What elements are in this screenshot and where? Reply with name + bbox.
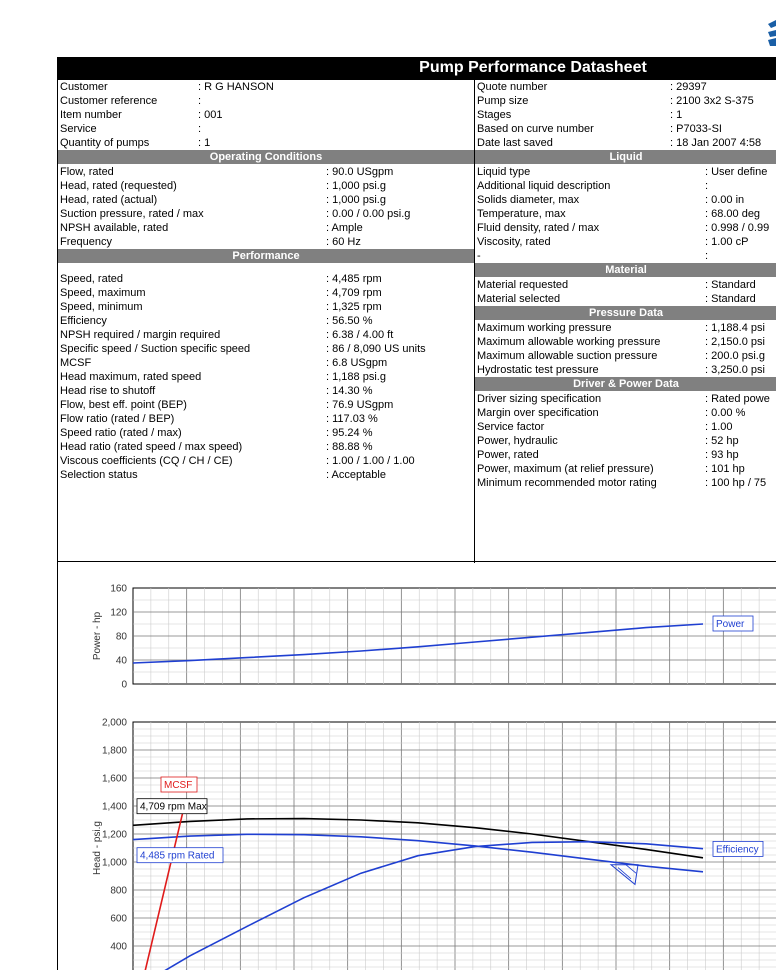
head-y-tick: 400 bbox=[110, 941, 127, 953]
performance-row bbox=[58, 398, 474, 412]
operating-condition-row bbox=[58, 179, 474, 193]
driver-power-value: : 0.00 % bbox=[705, 407, 746, 419]
performance-row bbox=[58, 370, 474, 384]
performance-value: : 56.50 % bbox=[326, 315, 373, 327]
liquid-label: Additional liquid description bbox=[477, 180, 611, 192]
liquid-label: Fluid density, rated / max bbox=[477, 222, 600, 234]
performance-value: : Acceptable bbox=[326, 469, 386, 481]
performance-label: Efficiency bbox=[60, 315, 107, 327]
chart-canvas bbox=[58, 562, 776, 970]
performance-label: Flow ratio (rated / BEP) bbox=[60, 413, 175, 425]
driver-power-row bbox=[475, 420, 776, 434]
quote-info-label: Quote number bbox=[477, 81, 548, 93]
operating-condition-row bbox=[58, 235, 474, 249]
pressure-data-label: Maximum allowable working pressure bbox=[477, 336, 661, 348]
performance-charts bbox=[58, 562, 776, 970]
performance-value: : 95.24 % bbox=[326, 427, 373, 439]
pressure-data-label: Hydrostatic test pressure bbox=[477, 364, 599, 376]
head-y-tick: 600 bbox=[110, 913, 127, 925]
performance-label: Head maximum, rated speed bbox=[60, 371, 202, 383]
performance-row bbox=[58, 342, 474, 356]
performance-row bbox=[58, 454, 474, 468]
driver-power-value: : 101 hp bbox=[705, 463, 745, 475]
customer-info-label: Customer bbox=[60, 81, 108, 93]
performance-label: Head rise to shutoff bbox=[60, 385, 156, 397]
customer-info-value: : bbox=[198, 123, 202, 135]
material-value: : Standard bbox=[705, 279, 756, 291]
liquid-header: Liquid bbox=[475, 150, 776, 164]
liquid-row bbox=[475, 179, 776, 193]
mcsf-label: MCSF bbox=[164, 780, 193, 791]
title-bar bbox=[58, 58, 776, 80]
customer-info-label: Item number bbox=[60, 109, 122, 121]
performance-value: : 86 / 8,090 US units bbox=[326, 343, 426, 355]
operating-condition-row bbox=[58, 165, 474, 179]
performance-row bbox=[58, 440, 474, 454]
pressure-data-label: Maximum working pressure bbox=[477, 322, 612, 334]
quote-info-value: : 18 Jan 2007 4:58 bbox=[670, 137, 762, 149]
performance-value: : 14.30 % bbox=[326, 385, 373, 397]
customer-info-value: : 001 bbox=[198, 109, 223, 121]
customer-info-row bbox=[58, 122, 474, 136]
operating-condition-value: : Ample bbox=[326, 222, 363, 234]
customer-info-value: : 1 bbox=[198, 137, 211, 149]
pressure-data-value: : 3,250.0 psi bbox=[705, 364, 765, 376]
operating-condition-value: : 1,000 psi.g bbox=[326, 180, 386, 192]
driver-power-row bbox=[475, 434, 776, 448]
liquid-value: : bbox=[705, 180, 709, 192]
pressure-data-value: : 2,150.0 psi bbox=[705, 336, 765, 348]
customer-info-label: Service bbox=[60, 123, 97, 135]
performance-value: : 6.38 / 4.00 ft bbox=[326, 329, 394, 341]
head-y-tick: 2,000 bbox=[101, 717, 127, 729]
head-y-tick: 1,000 bbox=[101, 857, 127, 869]
pressure-data-header: Pressure Data bbox=[475, 306, 776, 320]
performance-label: MCSF bbox=[60, 357, 92, 369]
pressure-data-row bbox=[475, 349, 776, 363]
liquid-value: : 1.00 cP bbox=[705, 236, 749, 248]
operating-condition-label: Flow, rated bbox=[60, 166, 114, 178]
liquid-row bbox=[475, 165, 776, 179]
customer-info-row bbox=[58, 108, 474, 122]
quote-info-row bbox=[475, 122, 776, 136]
quote-info-row bbox=[475, 108, 776, 122]
quote-info-row bbox=[475, 94, 776, 108]
driver-power-value: : 93 hp bbox=[705, 449, 739, 461]
performance-value: : 1.00 / 1.00 / 1.00 bbox=[326, 455, 415, 467]
liquid-label: - bbox=[477, 250, 481, 262]
power-y-tick: 80 bbox=[115, 631, 127, 643]
head-y-tick: 1,200 bbox=[101, 829, 127, 841]
operating-condition-label: Suction pressure, rated / max bbox=[60, 208, 204, 220]
liquid-value: : User define bbox=[705, 166, 768, 178]
operating-condition-label: Frequency bbox=[60, 236, 112, 248]
performance-value: : 1,325 rpm bbox=[326, 301, 382, 313]
performance-row bbox=[58, 426, 474, 440]
quote-info-label: Stages bbox=[477, 109, 512, 121]
performance-row bbox=[58, 286, 474, 300]
liquid-row bbox=[475, 249, 776, 263]
liquid-row bbox=[475, 235, 776, 249]
driver-power-row bbox=[475, 476, 776, 490]
driver-power-label: Driver sizing specification bbox=[477, 393, 602, 405]
pressure-data-row bbox=[475, 321, 776, 335]
performance-value: : 1,188 psi.g bbox=[326, 371, 386, 383]
liquid-label: Liquid type bbox=[477, 166, 531, 178]
head-y-tick: 800 bbox=[110, 885, 127, 897]
driver-power-label: Minimum recommended motor rating bbox=[477, 477, 657, 489]
operating-condition-row bbox=[58, 207, 474, 221]
customer-info-row bbox=[58, 94, 474, 108]
customer-info-row bbox=[58, 136, 474, 150]
head-y-tick: 1,400 bbox=[101, 801, 127, 813]
driver-power-label: Service factor bbox=[477, 421, 545, 433]
datasheet bbox=[57, 57, 776, 970]
driver-power-label: Power, hydraulic bbox=[477, 435, 558, 447]
performance-row bbox=[58, 412, 474, 426]
pressure-data-value: : 1,188.4 psi bbox=[705, 322, 765, 334]
operating-conditions-header: Operating Conditions bbox=[58, 150, 474, 164]
performance-label: Speed, minimum bbox=[60, 301, 143, 313]
customer-info-value: : bbox=[198, 95, 202, 107]
operating-condition-value: : 1,000 psi.g bbox=[326, 194, 386, 206]
performance-row bbox=[58, 468, 474, 482]
performance-label: Viscous coefficients (CQ / CH / CE) bbox=[60, 455, 233, 467]
performance-label: Flow, best eff. point (BEP) bbox=[60, 399, 187, 411]
material-value: : Standard bbox=[705, 293, 756, 305]
quote-info-value: : P7033-SI bbox=[670, 123, 722, 135]
head-axis-label: Head - psi.g bbox=[92, 821, 103, 875]
driver-power-value: : 52 hp bbox=[705, 435, 739, 447]
performance-label: Specific speed / Suction specific speed bbox=[60, 343, 251, 355]
driver-power-row bbox=[475, 462, 776, 476]
quote-info-label: Pump size bbox=[477, 95, 529, 107]
performance-value: : 88.88 % bbox=[326, 441, 373, 453]
liquid-row bbox=[475, 193, 776, 207]
pressure-data-row bbox=[475, 363, 776, 377]
liquid-label: Solids diameter, max bbox=[477, 194, 580, 206]
liquid-value: : 68.00 deg bbox=[705, 208, 761, 220]
customer-info-label: Customer reference bbox=[60, 95, 158, 107]
operating-condition-value: : 90.0 USgpm bbox=[326, 166, 394, 178]
rated-rpm-label: 4,485 rpm Rated bbox=[140, 850, 215, 862]
quote-info-label: Date last saved bbox=[477, 137, 553, 149]
liquid-value: : 0.998 / 0.99 bbox=[705, 222, 770, 234]
driver-power-header: Driver & Power Data bbox=[475, 377, 776, 391]
performance-value: : 4,485 rpm bbox=[326, 273, 382, 285]
performance-row bbox=[58, 328, 474, 342]
driver-power-row bbox=[475, 406, 776, 420]
efficiency-legend-label: Efficiency bbox=[716, 844, 759, 856]
driver-power-value: : 1.00 bbox=[705, 421, 733, 433]
max-rpm-label: 4,709 rpm Max bbox=[140, 801, 207, 813]
material-header: Material bbox=[475, 263, 776, 277]
liquid-label: Viscosity, rated bbox=[477, 236, 551, 248]
driver-power-value: : 100 hp / 75 bbox=[705, 477, 767, 489]
head-y-tick: 1,800 bbox=[101, 745, 127, 757]
power-y-tick: 40 bbox=[115, 655, 127, 667]
pressure-data-label: Maximum allowable suction pressure bbox=[477, 350, 658, 362]
driver-power-label: Power, maximum (at relief pressure) bbox=[477, 463, 654, 475]
operating-condition-label: Head, rated (requested) bbox=[60, 180, 177, 192]
operating-condition-value: : 0.00 / 0.00 psi.g bbox=[326, 208, 411, 220]
performance-label: Selection status bbox=[60, 469, 138, 481]
power-y-tick: 0 bbox=[121, 679, 127, 691]
head-y-tick: 1,600 bbox=[101, 773, 127, 785]
liquid-row bbox=[475, 221, 776, 235]
driver-power-row bbox=[475, 392, 776, 406]
performance-value: : 76.9 USgpm bbox=[326, 399, 394, 411]
page-title: Pump Performance Datasheet bbox=[419, 59, 647, 76]
performance-row bbox=[58, 272, 474, 286]
company-logo bbox=[768, 20, 776, 48]
liquid-value: : 0.00 in bbox=[705, 194, 745, 206]
operating-condition-label: NPSH available, rated bbox=[60, 222, 169, 234]
performance-label: Head ratio (rated speed / max speed) bbox=[60, 441, 243, 453]
performance-value: : 117.03 % bbox=[326, 413, 378, 425]
liquid-label: Temperature, max bbox=[477, 208, 566, 220]
performance-row bbox=[58, 384, 474, 398]
quote-info-row bbox=[475, 80, 776, 94]
power-y-tick: 120 bbox=[110, 607, 127, 619]
driver-power-label: Margin over specification bbox=[477, 407, 599, 419]
power-axis-label: Power - hp bbox=[92, 611, 103, 661]
performance-label: Speed, maximum bbox=[60, 287, 146, 299]
performance-row bbox=[58, 314, 474, 328]
material-label: Material selected bbox=[477, 293, 561, 305]
liquid-value: : bbox=[705, 250, 709, 262]
performance-row bbox=[58, 356, 474, 370]
pressure-data-row bbox=[475, 335, 776, 349]
customer-info-label: Quantity of pumps bbox=[60, 137, 150, 149]
operating-condition-row bbox=[58, 193, 474, 207]
pressure-data-value: : 200.0 psi.g bbox=[705, 350, 765, 362]
power-legend-label: Power bbox=[716, 619, 745, 630]
customer-info-value: : R G HANSON bbox=[198, 81, 274, 93]
performance-label: Speed, rated bbox=[60, 273, 123, 285]
operating-condition-value: : 60 Hz bbox=[326, 236, 361, 248]
performance-header: Performance bbox=[58, 249, 474, 263]
performance-value: : 4,709 rpm bbox=[326, 287, 382, 299]
performance-label: Speed ratio (rated / max) bbox=[60, 427, 182, 439]
material-row bbox=[475, 278, 776, 292]
quote-info-value: : 2100 3x2 S-375 bbox=[670, 95, 754, 107]
quote-info-value: : 1 bbox=[670, 109, 683, 121]
performance-label: NPSH required / margin required bbox=[60, 329, 221, 341]
operating-condition-row bbox=[58, 221, 474, 235]
quote-info-row bbox=[475, 136, 776, 150]
performance-row bbox=[58, 300, 474, 314]
driver-power-label: Power, rated bbox=[477, 449, 539, 461]
quote-info-label: Based on curve number bbox=[477, 123, 594, 135]
customer-info-row bbox=[58, 80, 474, 94]
material-row bbox=[475, 292, 776, 306]
driver-power-value: : Rated powe bbox=[705, 393, 770, 405]
performance-value: : 6.8 USgpm bbox=[326, 357, 388, 369]
operating-condition-label: Head, rated (actual) bbox=[60, 194, 158, 206]
power-y-tick: 160 bbox=[110, 583, 127, 595]
liquid-row bbox=[475, 207, 776, 221]
quote-info-value: : 29397 bbox=[670, 81, 707, 93]
material-label: Material requested bbox=[477, 279, 569, 291]
driver-power-row bbox=[475, 448, 776, 462]
